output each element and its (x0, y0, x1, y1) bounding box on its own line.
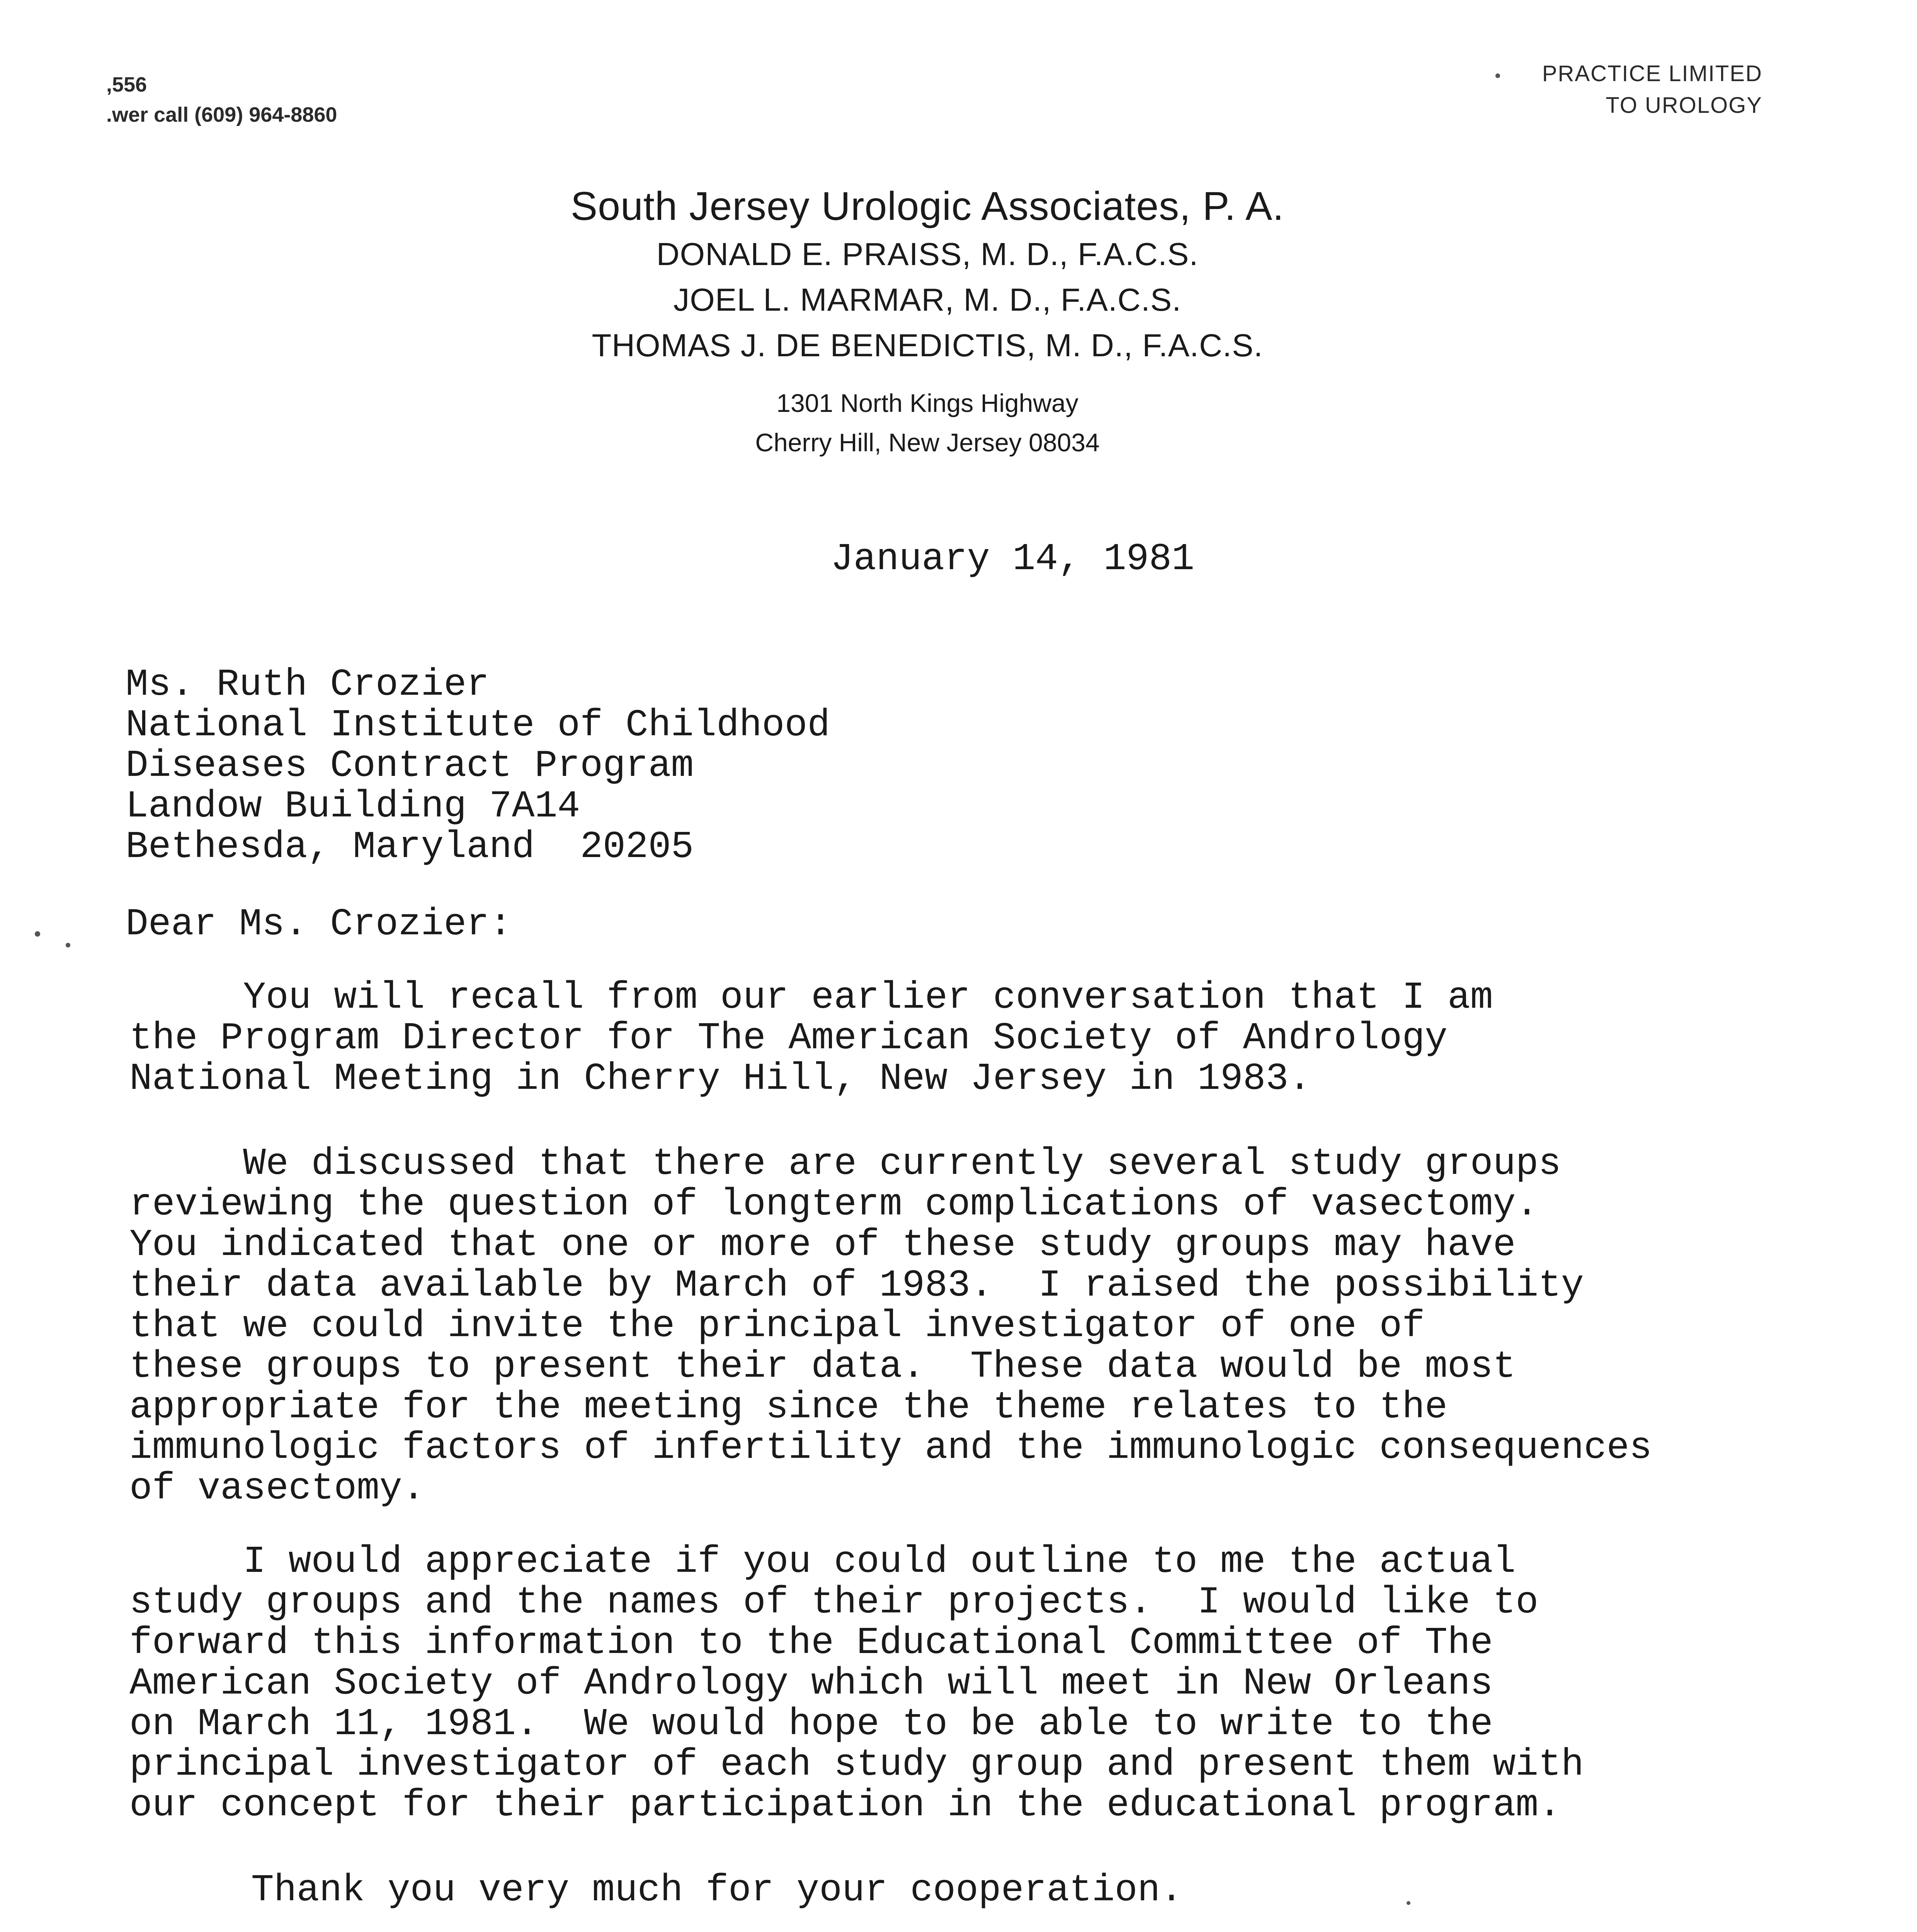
letterhead-doctor: DONALD E. PRAISS, M. D., F.A.C.S. (656, 236, 1199, 272)
paragraph-line: I would appreciate if you could outline to me the actual (129, 1541, 1516, 1583)
paragraph-line: American Society of Andrology which will meet in New Orleans (129, 1662, 1493, 1705)
letterhead-address: 1301 North Kings Highway (776, 389, 1078, 417)
paragraph-line: our concept for their participation in the educational program. (129, 1784, 1561, 1827)
recipient-line: Diseases Contract Program (126, 745, 694, 787)
paragraph-line: You will recall from our earlier conversation that I am (129, 976, 1493, 1019)
letterhead-firm: South Jersey Urologic Associates, P. A. (570, 184, 1284, 229)
paragraph-line: on March 11, 1981. We would hope to be able to write to the (129, 1703, 1493, 1746)
paragraph-line: the Program Director for The American Society of Andrology (129, 1017, 1448, 1060)
phone-fragment (106, 70, 337, 130)
recipient-line: Bethesda, Maryland 20205 (126, 826, 694, 869)
scan-speck (1407, 1901, 1410, 1905)
paragraph-line: forward this information to the Educational Committee of The (129, 1622, 1493, 1665)
paragraph-line: immunologic factors of infertility and the immunologic consequences (129, 1427, 1652, 1469)
paragraph-line: Thank you very much for your cooperation. (251, 1869, 1183, 1912)
phone-fragment-line: ,556 (106, 73, 147, 96)
scan-speck (66, 943, 70, 947)
paragraph-line: of vasectomy. (129, 1467, 425, 1510)
paragraph-line: reviewing the question of longterm complications of vasectomy. (129, 1183, 1539, 1226)
recipient-line: National Institute of Childhood (126, 704, 830, 747)
paragraph-line: You indicated that one or more of these study groups may have (129, 1224, 1516, 1267)
recipient-line: Ms. Ruth Crozier (126, 663, 489, 706)
paragraph-line: these groups to present their data. These data would be most (129, 1345, 1516, 1388)
phone-fragment-line: .wer call (609) 964-8860 (106, 103, 337, 126)
body-paragraph (129, 1144, 1652, 1509)
scan-speck (1495, 73, 1500, 78)
body-paragraph (129, 1542, 1584, 1826)
letter-date: January 14, 1981 (831, 538, 1194, 581)
practice-note-line: TO UROLOGY (1606, 93, 1762, 118)
paragraph-line: We discussed that there are currently several study groups (129, 1143, 1561, 1185)
practice-note (1542, 58, 1762, 121)
practice-note-line: PRACTICE LIMITED (1542, 61, 1762, 86)
body-paragraph (129, 978, 1493, 1099)
paragraph-line: principal investigator of each study group and present them with (129, 1743, 1584, 1786)
paragraph-line: that we could invite the principal investigator of one of (129, 1305, 1425, 1348)
recipient-address (126, 665, 830, 867)
letterhead-address: Cherry Hill, New Jersey 08034 (755, 428, 1100, 457)
paragraph-line: appropriate for the meeting since the theme relates to the (129, 1386, 1448, 1429)
paragraph-line: National Meeting in Cherry Hill, New Jersey in 1983. (129, 1058, 1311, 1100)
recipient-line: Landow Building 7A14 (126, 785, 580, 828)
paragraph-line: their data available by March of 1983. I raised the possibility (129, 1264, 1584, 1307)
salutation: Dear Ms. Crozier: (126, 903, 512, 946)
paragraph-line: study groups and the names of their projects. I would like to (129, 1581, 1539, 1624)
letterhead-doctor: JOEL L. MARMAR, M. D., F.A.C.S. (673, 282, 1182, 318)
scan-speck (35, 931, 40, 937)
body-paragraph (251, 1870, 1183, 1911)
letterhead-doctor: THOMAS J. DE BENEDICTIS, M. D., F.A.C.S. (592, 327, 1263, 363)
